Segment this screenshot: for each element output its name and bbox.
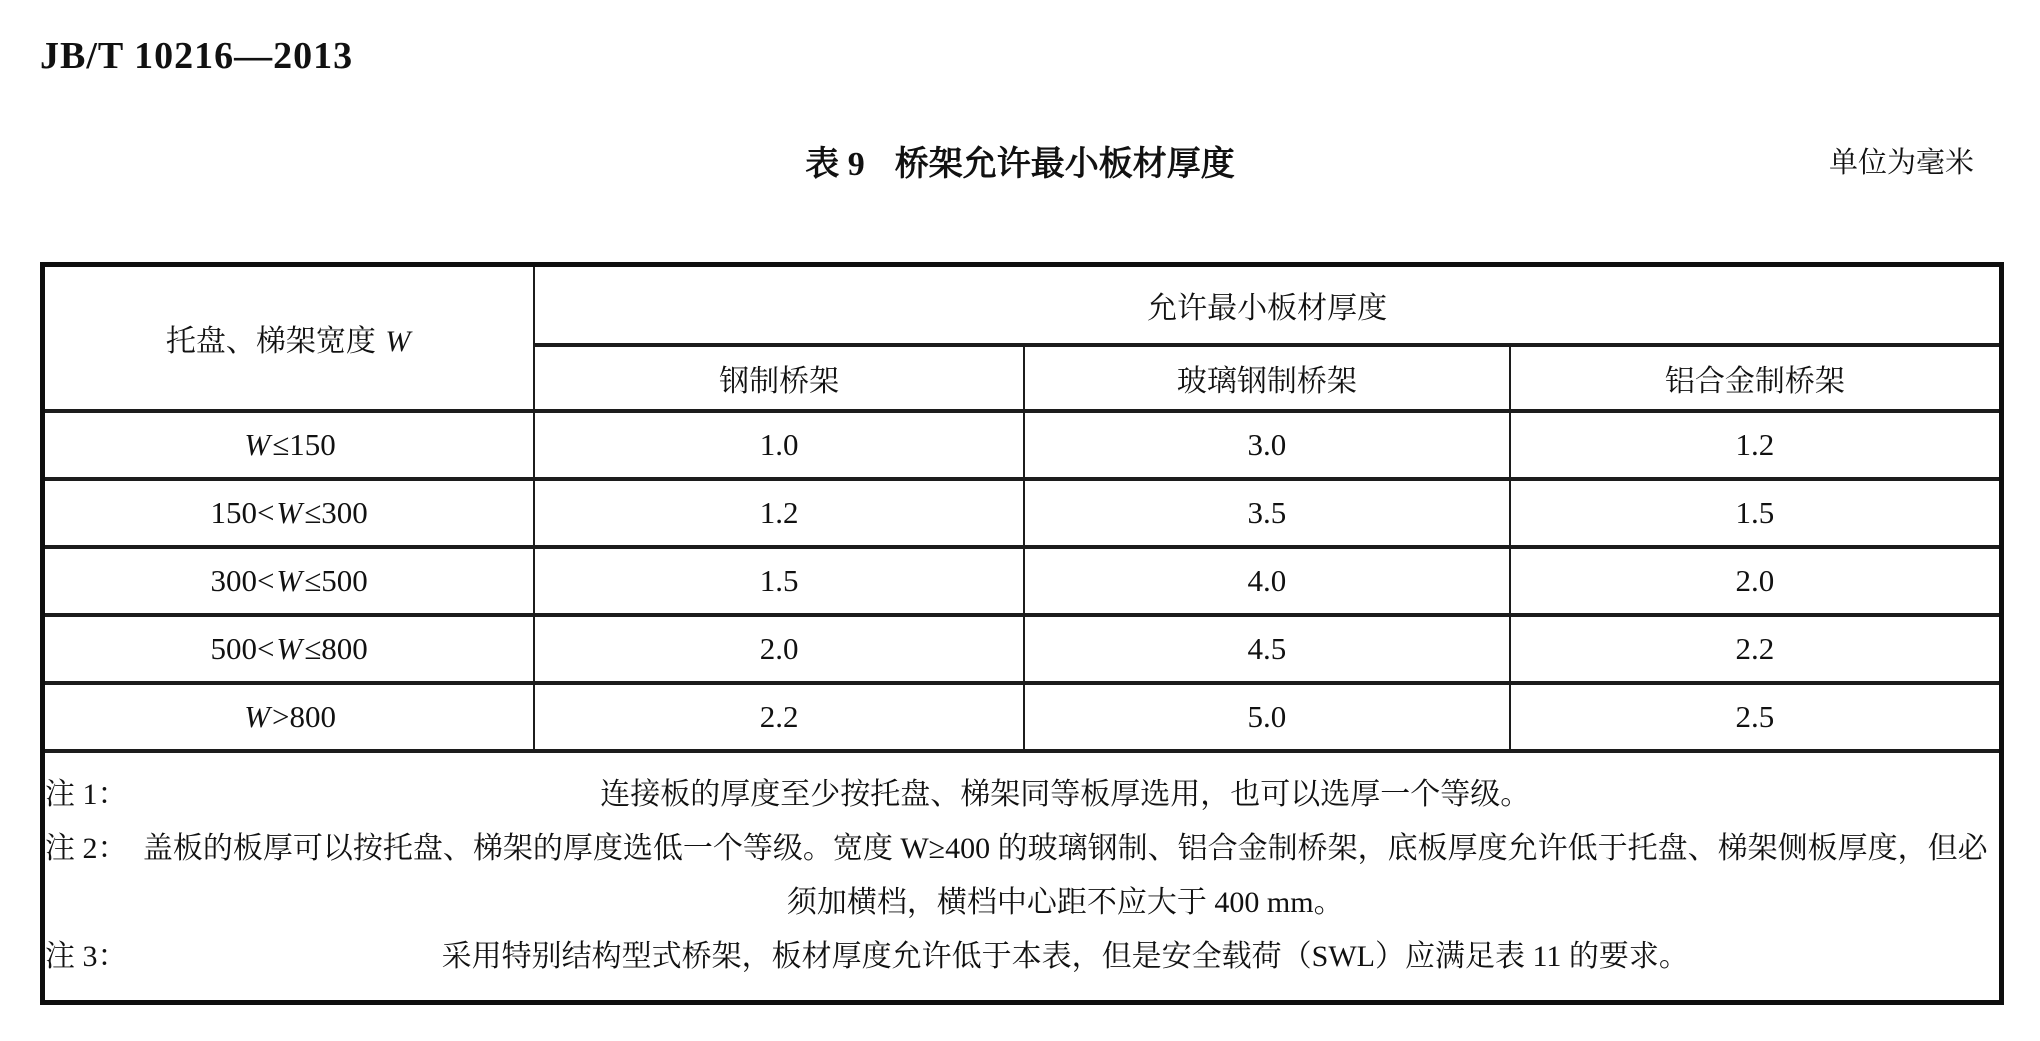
unit-note: 单位为毫米 <box>1809 140 1974 181</box>
width-variable-symbol: W <box>385 324 411 358</box>
width-range-cell <box>43 615 535 683</box>
column-header-aluminum: 铝合金制桥架 <box>1510 345 2002 411</box>
column-header-frp: 玻璃钢制桥架 <box>1024 345 1510 411</box>
range-suffix: ≤150 <box>272 426 336 462</box>
frp-thickness-cell: 4.0 <box>1024 547 1510 615</box>
table-caption <box>0 136 2040 185</box>
range-prefix: 300< <box>210 562 275 598</box>
table-row <box>43 615 2002 683</box>
table-row <box>43 683 2002 751</box>
width-range-cell <box>43 547 535 615</box>
group-header-min-thickness: 允许最小板材厚度 <box>534 265 2001 345</box>
table-title: 桥架允许最小板材厚度 <box>894 146 1235 183</box>
aluminum-thickness-cell: 2.2 <box>1510 615 2002 683</box>
range-variable: W <box>244 698 271 734</box>
note-1-text: 连接板的厚度至少按托盘、梯架同等板厚选用，也可以选厚一个等级。 <box>600 778 1531 812</box>
frp-thickness-cell: 3.5 <box>1024 479 1510 547</box>
note-3-text: 采用特别结构型式桥架，板材厚度允许低于本表，但是安全载荷（SWL）应满足表 11 的要求。 <box>441 940 1689 974</box>
column-header-steel: 钢制桥架 <box>534 345 1024 411</box>
steel-thickness-cell: 2.2 <box>534 683 1024 751</box>
aluminum-thickness-cell: 1.2 <box>1510 411 2002 479</box>
notes-row <box>43 751 2002 1003</box>
table-9 <box>40 262 2004 1005</box>
range-prefix: 500< <box>210 630 275 666</box>
range-prefix: 150< <box>210 494 275 530</box>
aluminum-thickness-cell: 2.5 <box>1510 683 2002 751</box>
table-row <box>43 411 2002 479</box>
range-variable: W <box>276 630 303 666</box>
range-variable: W <box>276 562 303 598</box>
table-row <box>43 479 2002 547</box>
range-variable: W <box>244 426 271 462</box>
note-2-text: 盖板的板厚可以按托盘、梯架的厚度选低一个等级。宽度 W≥400 的玻璃钢制、铝合金制桥架，底板厚度允许低于托盘、梯架侧板厚度，但必须加横档，横档中心距不应大于 400 mm。 <box>142 832 1988 920</box>
width-range-cell <box>43 411 535 479</box>
notes-cell <box>43 751 2002 1003</box>
note-3-label: 注 3： <box>45 940 128 974</box>
table-label: 表 9 <box>805 146 865 183</box>
range-suffix: ≤300 <box>304 494 368 530</box>
frp-thickness-cell: 5.0 <box>1024 683 1510 751</box>
frp-thickness-cell: 4.5 <box>1024 615 1510 683</box>
note-1 <box>45 768 1999 822</box>
range-suffix: ≤500 <box>304 562 368 598</box>
steel-thickness-cell: 1.5 <box>534 547 1024 615</box>
note-2 <box>45 822 1999 930</box>
steel-thickness-cell: 2.0 <box>534 615 1024 683</box>
column-header-width <box>43 265 535 411</box>
steel-thickness-cell: 1.0 <box>534 411 1024 479</box>
header-row-group <box>43 265 2002 345</box>
note-3 <box>45 930 1999 984</box>
aluminum-thickness-cell: 1.5 <box>1510 479 2002 547</box>
note-1-label: 注 1： <box>45 778 128 812</box>
table-caption-row <box>0 136 2040 182</box>
frp-thickness-cell: 3.0 <box>1024 411 1510 479</box>
range-suffix: >800 <box>272 698 336 734</box>
steel-thickness-cell: 1.2 <box>534 479 1024 547</box>
column-header-width-text: 托盘、梯架宽度 <box>165 324 384 358</box>
note-2-label: 注 2： <box>45 832 128 866</box>
width-range-cell <box>43 683 535 751</box>
table-row <box>43 547 2002 615</box>
aluminum-thickness-cell: 2.0 <box>1510 547 2002 615</box>
standard-number: JB/T 10216—2013 <box>40 35 354 77</box>
width-range-cell <box>43 479 535 547</box>
range-variable: W <box>276 494 303 530</box>
range-suffix: ≤800 <box>304 630 368 666</box>
